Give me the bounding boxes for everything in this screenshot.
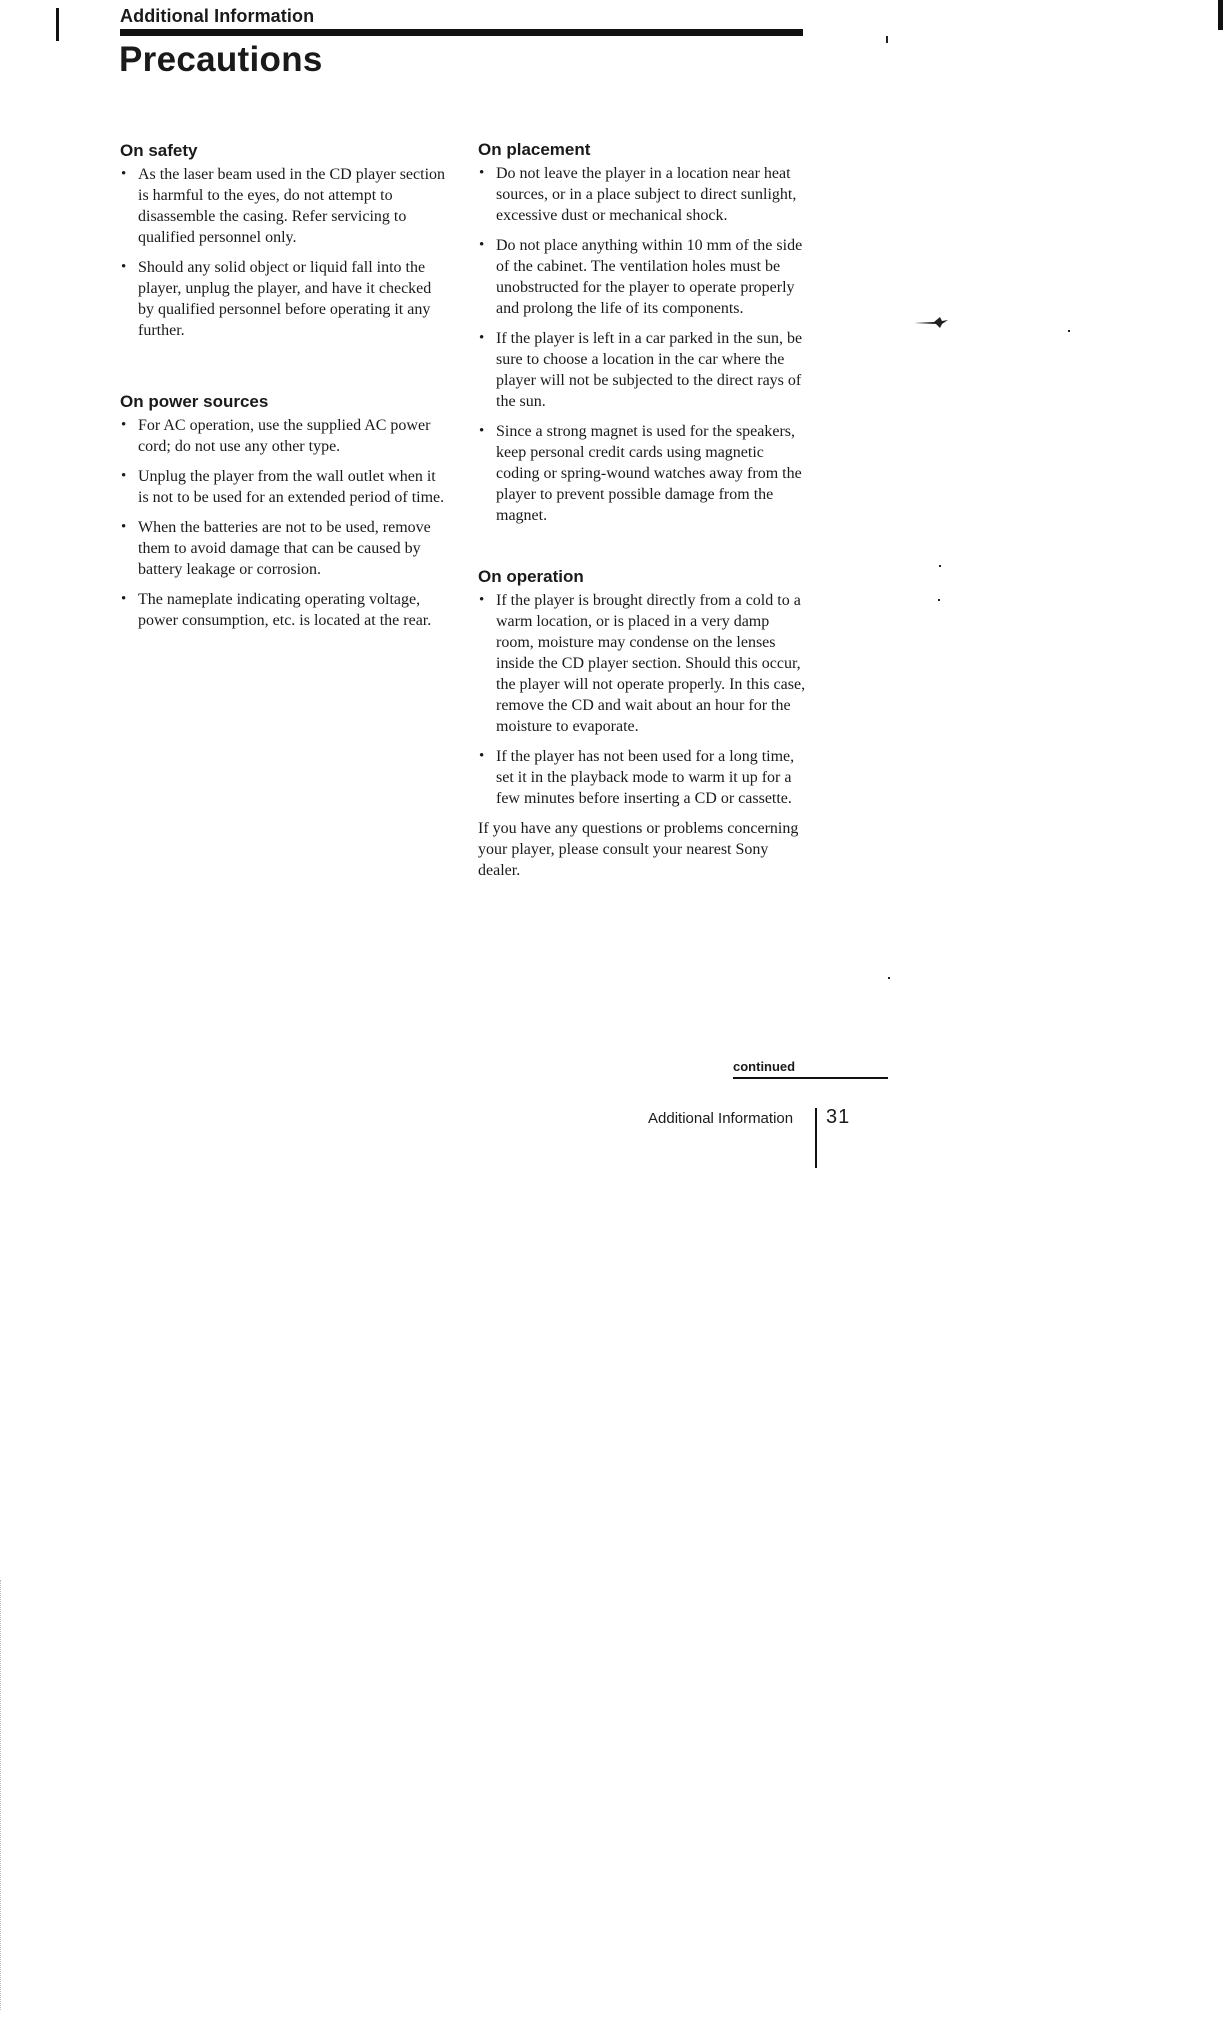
section-label: Additional Information	[120, 6, 315, 26]
list-item: • If the player is left in a car parked in the sun, be sure to choose a location in the car where the player will not be subjected to the direct rays of the sun.	[478, 328, 808, 412]
continued-rule	[733, 1077, 888, 1079]
list-item: • Do not leave the player in a location near heat sources, or in a place subject to direct sunlight, excessive dust or mechanical shock.	[478, 163, 808, 226]
continued-label: continued	[733, 1059, 796, 1074]
section-safety	[120, 140, 450, 341]
section-power-sources	[120, 391, 450, 631]
scan-speck	[1068, 330, 1070, 332]
page-title: Precautions	[119, 40, 323, 79]
list-item: • If the player has not been used for a long time, set it in the playback mode to warm it up for a few minutes before inserting a CD or cassette.	[478, 746, 808, 809]
right-column	[478, 139, 808, 881]
margin-bar	[56, 8, 59, 41]
list-item: • Unplug the player from the wall outlet when it is not to be used for an extended period of time.	[120, 466, 450, 508]
footer-section-label: Additional Information	[648, 1110, 794, 1127]
bullet-list	[478, 163, 808, 526]
scan-speck	[886, 36, 888, 43]
section-heading: On safety	[120, 141, 198, 160]
page-number: 31	[826, 1106, 851, 1128]
bullet-list	[478, 590, 808, 809]
section-placement	[478, 139, 808, 526]
list-item: • Should any solid object or liquid fall into the player, unplug the player, and have it checked by qualified personnel before operating it any further.	[120, 257, 450, 341]
scan-edge	[0, 1580, 3, 2010]
section-heading: On placement	[478, 140, 591, 159]
closing-note: If you have any questions or problems concerning your player, please consult your nearest Sony dealer.	[478, 820, 799, 879]
bullet-list	[120, 415, 450, 631]
scan-speck	[888, 977, 890, 979]
edge-bar	[1218, 0, 1223, 30]
list-item: • Do not place anything within 10 mm of the side of the cabinet. The ventilation holes must be unobstructed for the player to operate properly and prolong the life of its components.	[478, 235, 808, 319]
left-column	[120, 140, 450, 671]
scan-speck	[938, 599, 940, 601]
bullet-list	[120, 164, 450, 341]
list-item: • When the batteries are not to be used, remove them to avoid damage that can be caused by battery leakage or corrosion.	[120, 517, 450, 580]
scan-speck	[939, 565, 941, 567]
scan-mark-icon	[912, 312, 952, 330]
section-heading: On operation	[478, 567, 584, 586]
footer-divider	[815, 1108, 817, 1168]
list-item: • The nameplate indicating operating voltage, power consumption, etc. is located at the rear.	[120, 589, 450, 631]
list-item: • For AC operation, use the supplied AC power cord; do not use any other type.	[120, 415, 450, 457]
header-rule	[120, 29, 803, 36]
section-operation	[478, 566, 808, 881]
list-item: • Since a strong magnet is used for the speakers, keep personal credit cards using magnetic coding or spring-wound watches away from the player to prevent possible damage from the magnet.	[478, 421, 808, 526]
section-heading: On power sources	[120, 392, 269, 411]
list-item: • If the player is brought directly from a cold to a warm location, or is placed in a very damp room, moisture may condense on the lenses inside the CD player section. Should this occur, the player will not operate properly. In this case, remove the CD and wait about an hour for the moisture to evaporate.	[478, 590, 808, 737]
list-item: • As the laser beam used in the CD player section is harmful to the eyes, do not attempt to disassemble the casing. Refer servicing to qualified personnel only.	[120, 164, 450, 248]
